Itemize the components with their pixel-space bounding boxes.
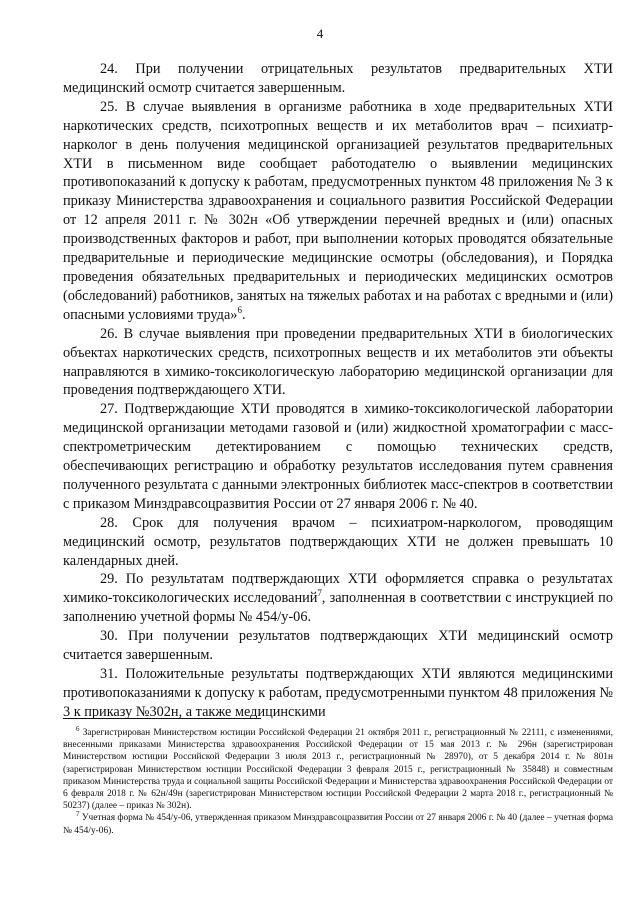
paragraph-24 <box>63 60 613 98</box>
footnote-text: Зарегистрирован Министерством юстиции Российской Федерации 21 октября 2011 г., регистрационный № 22111, с изменениями, внесенными приказами Министерства здравоохранения Российской Федерации от 15 мая 2013 г. № 296н (зарегистрирован Министерством юстиции Российской Федерации 3 июля 2013 г., регистрационный № 28970), от 5 декабря 2014 г. № 801н (зарегистрирован Министерством юстиции Российской Федерации 3 февраля 2015 г., регистрационный № 35848) и совместным приказом Министерства труда и социальной защиты Российской Федерации и Министерства здравоохранения Российской Федерации от 6 февраля 2018 г. № 62н/49н (зарегистрирован Министерством юстиции Российской Федерации 2 марта 2018 г., регистрационный № 50237) (далее – приказ № 302н). <box>63 728 613 812</box>
paragraph-text: 28. Срок для получения врачом – психиатром-наркологом, проводящим медицинский осмотр, результатов подтверждающих ХТИ не должен превышать 10 календарных дней. <box>63 514 613 569</box>
page-number: 4 <box>316 26 324 41</box>
paragraph-28 <box>63 514 613 571</box>
footnote-mark: 6 <box>76 724 80 733</box>
paragraph-text: 29. По результатам подтверждающих ХТИ оформляется справка о результатах химико-токсикологических исследований <box>63 571 613 607</box>
paragraph-text: 25. В случае выявления в организме работника в ходе предварительных ХТИ наркотических средств, психотропных веществ и их метаболитов врач – психиатр-нарколог в день получения медицинской организацией результатов предварительных ХТИ в письменном виде сообщает работодателю о выявлении медицинских противопоказаний к допуску к работам, предусмотренных пунктом 48 приложения № 3 к приказу Министерства здравоохранения и социального развития Российской Федерации от 12 апреля 2011 г. № 302н «Об утверждении перечней вредных и (или) опасных производственных факторов и работ, при выполнении которых проводятся обязательные предварительные и периодические медицинские осмотры (обследования), и Порядка проведения обязательных предварительных и периодических медицинских осмотров (обследований) работников, занятых на тяжелых работах и на работах с вредными и (или) опасными условиями труда» <box>63 98 613 323</box>
footnote-6 <box>63 724 613 812</box>
footnote-ref-7: 7 <box>317 588 322 599</box>
paragraph-25 <box>63 98 613 325</box>
body-text <box>63 60 613 722</box>
footnote-mark: 7 <box>76 810 80 819</box>
paragraph-text: 30. При получении результатов подтверждающих ХТИ медицинский осмотр считается завершенным. <box>63 628 613 664</box>
paragraph-text: 27. Подтверждающие ХТИ проводятся в химико-токсикологической лаборатории медицинской организации методами газовой и (или) жидкостной хроматографии с масс-спектрометрическим детектированием с помощью технических средств, обеспечивающих регистрацию и обработку результатов исследования путем сравнения полученного результата с данными электронных библиотек масс-спектров в соответствии с приказом Минздравсоцразвития России от 27 января 2006 г. № 40. <box>63 401 613 512</box>
paragraph-27 <box>63 400 613 513</box>
paragraph-tail: . <box>241 306 246 323</box>
footnotes <box>63 724 613 837</box>
paragraph-text: 24. При получении отрицательных результатов предварительных ХТИ медицинский осмотр считается завершенным. <box>63 61 613 96</box>
footnote-ref-6: 6 <box>237 305 242 316</box>
paragraph-30 <box>63 627 613 665</box>
paragraph-29 <box>63 570 613 627</box>
paragraph-31 <box>63 665 613 722</box>
paragraph-tail: , заполненная в соответствии с инструкцией по заполнению учетной формы № 454/у-06. <box>63 590 613 626</box>
footnote-separator <box>63 718 261 719</box>
footnote-7 <box>63 812 613 836</box>
paragraph-26 <box>63 325 613 401</box>
paragraph-text: 26. В случае выявления при проведении предварительных ХТИ в биологических объектах наркотических средств, психотропных веществ и их метаболитов эти объекты направляются в химико-токсикологическую лабораторию медицинской организации для проведения подтверждающего ХТИ. <box>63 325 613 399</box>
footnote-text: Учетная форма № 454/у-06, утвержденная приказом Минздравсоцразвития России от 27 января 2006 г. № 40 (далее – учетная форма № 454/у-06). <box>63 813 613 836</box>
paragraph-text: 31. Положительные результаты подтверждающих ХТИ являются медицинскими противопоказаниями к допуску к работам, предусмотренными пунктом 48 приложения № 3 к приказу №302н, а также медицинскими <box>63 666 613 720</box>
